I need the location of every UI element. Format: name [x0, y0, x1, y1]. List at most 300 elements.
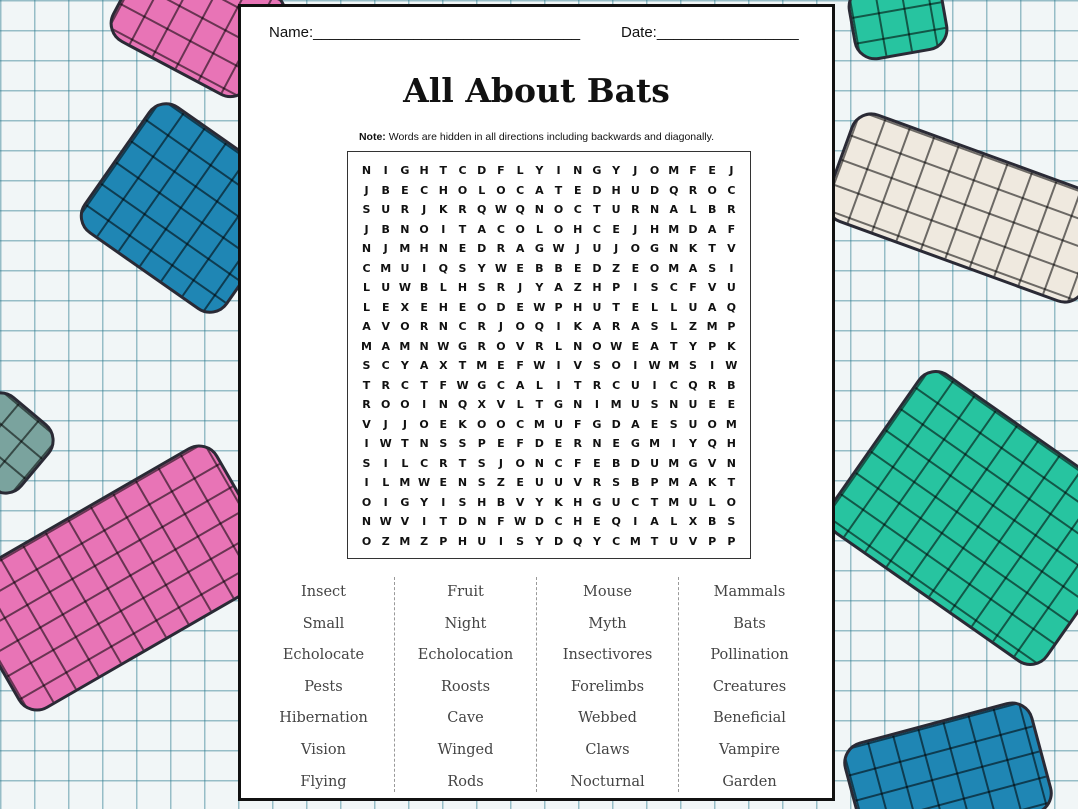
grid-letter[interactable]: H	[419, 164, 429, 177]
grid-letter[interactable]: Q	[477, 203, 487, 216]
grid-letter[interactable]: D	[477, 164, 487, 177]
grid-letter[interactable]: M	[380, 261, 392, 275]
grid-letter[interactable]: W	[552, 242, 565, 255]
grid-letter[interactable]: Y	[477, 261, 486, 275]
grid-letter[interactable]: O	[477, 417, 487, 431]
grid-letter[interactable]: P	[554, 300, 563, 314]
grid-letter[interactable]: S	[362, 203, 371, 216]
grid-letter[interactable]: I	[364, 476, 369, 489]
grid-letter[interactable]: Q	[573, 534, 583, 548]
grid-letter[interactable]: Y	[535, 164, 544, 177]
grid-letter[interactable]: Y	[535, 495, 544, 509]
grid-letter[interactable]: R	[688, 183, 698, 197]
grid-letter[interactable]: T	[669, 339, 678, 353]
grid-letter[interactable]: Y	[612, 164, 621, 177]
grid-letter[interactable]: T	[420, 378, 428, 392]
grid-letter[interactable]: Z	[381, 534, 390, 548]
grid-letter[interactable]: T	[535, 398, 544, 411]
grid-letter[interactable]: M	[399, 339, 411, 353]
grid-letter[interactable]: F	[689, 164, 697, 177]
grid-letter[interactable]: R	[496, 281, 506, 294]
grid-letter[interactable]: E	[593, 456, 601, 470]
grid-letter[interactable]: T	[439, 164, 448, 177]
grid-letter[interactable]: E	[650, 417, 659, 431]
grid-letter[interactable]: J	[633, 164, 638, 177]
grid-letter[interactable]: H	[726, 437, 736, 450]
grid-letter[interactable]: O	[496, 183, 506, 197]
grid-letter[interactable]: O	[726, 495, 737, 509]
grid-letter[interactable]: C	[458, 164, 467, 177]
grid-letter[interactable]: C	[420, 456, 429, 470]
grid-letter[interactable]: C	[612, 534, 621, 548]
grid-letter[interactable]: L	[516, 398, 524, 411]
grid-letter[interactable]: T	[362, 378, 371, 392]
grid-letter[interactable]: N	[669, 398, 679, 411]
grid-letter[interactable]: E	[708, 164, 716, 177]
grid-letter[interactable]: W	[437, 339, 450, 353]
grid-letter[interactable]: A	[554, 281, 563, 294]
grid-letter[interactable]: E	[612, 222, 620, 236]
grid-letter[interactable]: I	[364, 437, 369, 450]
grid-letter[interactable]: Y	[688, 339, 697, 353]
grid-letter[interactable]: Q	[457, 398, 468, 411]
grid-letter[interactable]: A	[631, 417, 640, 431]
grid-letter[interactable]: P	[708, 534, 717, 548]
grid-letter[interactable]: K	[727, 339, 736, 353]
grid-letter[interactable]: L	[708, 495, 716, 509]
grid-letter[interactable]: M	[476, 359, 488, 372]
grid-letter[interactable]: W	[379, 437, 392, 450]
grid-letter[interactable]: S	[477, 476, 486, 489]
grid-letter[interactable]: G	[688, 456, 698, 470]
grid-letter[interactable]: T	[458, 456, 467, 470]
grid-letter[interactable]: J	[498, 456, 503, 470]
grid-letter[interactable]: J	[575, 242, 580, 255]
grid-letter[interactable]: I	[441, 495, 446, 509]
grid-letter[interactable]: V	[727, 242, 736, 255]
grid-letter[interactable]: C	[554, 515, 563, 528]
grid-letter[interactable]: F	[689, 281, 697, 294]
grid-letter[interactable]: F	[573, 456, 582, 470]
grid-letter[interactable]: W	[725, 359, 738, 372]
grid-letter[interactable]: F	[516, 359, 524, 372]
grid-letter[interactable]: U	[669, 534, 679, 548]
grid-letter[interactable]: L	[670, 320, 678, 333]
grid-letter[interactable]: K	[458, 417, 467, 431]
grid-letter[interactable]: A	[592, 320, 602, 333]
grid-letter[interactable]: C	[612, 378, 621, 392]
grid-letter[interactable]: O	[707, 417, 717, 431]
grid-letter[interactable]: M	[610, 398, 622, 411]
grid-letter[interactable]: V	[515, 339, 525, 353]
grid-letter[interactable]: L	[362, 300, 370, 314]
grid-letter[interactable]: M	[668, 495, 680, 509]
grid-letter[interactable]: O	[649, 261, 660, 275]
grid-letter[interactable]: O	[592, 339, 602, 353]
grid-letter[interactable]: G	[650, 242, 660, 255]
grid-letter[interactable]: U	[611, 203, 621, 216]
grid-letter[interactable]: U	[381, 281, 391, 294]
grid-letter[interactable]: H	[573, 495, 583, 509]
grid-letter[interactable]: J	[633, 222, 638, 236]
grid-letter[interactable]: L	[401, 456, 409, 470]
grid-letter[interactable]: T	[593, 203, 601, 216]
grid-letter[interactable]: V	[496, 398, 506, 411]
grid-letter[interactable]: T	[708, 242, 716, 255]
grid-letter[interactable]: O	[419, 222, 429, 236]
grid-letter[interactable]: D	[496, 300, 506, 314]
grid-letter[interactable]: C	[669, 378, 678, 392]
grid-letter[interactable]: M	[668, 359, 680, 372]
grid-letter[interactable]: G	[592, 164, 602, 177]
grid-letter[interactable]: C	[362, 261, 371, 275]
grid-letter[interactable]: Q	[515, 203, 525, 216]
grid-letter[interactable]: T	[727, 476, 736, 489]
grid-letter[interactable]: W	[533, 359, 546, 372]
grid-letter[interactable]: U	[650, 456, 660, 470]
grid-letter[interactable]: U	[554, 417, 563, 431]
grid-letter[interactable]: J	[383, 242, 388, 255]
grid-letter[interactable]: U	[611, 495, 621, 509]
grid-letter[interactable]: B	[496, 495, 506, 509]
grid-letter[interactable]: B	[727, 378, 736, 392]
grid-letter[interactable]: Y	[592, 534, 601, 548]
grid-letter[interactable]: L	[555, 339, 563, 353]
grid-letter[interactable]: U	[477, 534, 487, 548]
grid-letter[interactable]: J	[383, 417, 388, 431]
grid-letter[interactable]: Q	[669, 183, 679, 197]
grid-letter[interactable]: W	[398, 281, 411, 294]
grid-letter[interactable]: W	[514, 515, 527, 528]
grid-letter[interactable]: E	[381, 300, 390, 314]
grid-letter[interactable]: E	[439, 476, 448, 489]
grid-letter[interactable]: M	[668, 476, 680, 489]
grid-letter[interactable]: E	[516, 300, 524, 314]
grid-letter[interactable]: R	[477, 339, 486, 353]
grid-letter[interactable]: U	[592, 242, 602, 255]
grid-letter[interactable]: N	[534, 456, 544, 470]
grid-letter[interactable]: A	[535, 183, 544, 197]
grid-letter[interactable]: R	[400, 203, 410, 216]
grid-letter[interactable]: O	[515, 222, 525, 236]
grid-letter[interactable]: E	[516, 261, 524, 275]
grid-letter[interactable]: I	[556, 359, 561, 372]
grid-letter[interactable]: N	[592, 437, 602, 450]
grid-letter[interactable]: A	[631, 320, 640, 333]
grid-letter[interactable]: S	[516, 534, 525, 548]
grid-letter[interactable]: N	[419, 437, 429, 450]
grid-letter[interactable]: E	[612, 437, 620, 450]
grid-letter[interactable]: M	[668, 456, 680, 470]
grid-letter[interactable]: E	[631, 261, 640, 275]
grid-letter[interactable]: N	[649, 203, 660, 216]
grid-letter[interactable]: J	[402, 417, 407, 431]
grid-letter[interactable]: E	[573, 261, 582, 275]
grid-letter[interactable]: C	[420, 183, 429, 197]
grid-letter[interactable]: U	[400, 261, 410, 275]
grid-letter[interactable]: R	[419, 320, 429, 333]
grid-letter[interactable]: M	[668, 261, 680, 275]
grid-letter[interactable]: V	[515, 495, 525, 509]
grid-letter[interactable]: L	[516, 164, 524, 177]
grid-letter[interactable]: C	[496, 378, 505, 392]
grid-letter[interactable]: V	[688, 534, 698, 548]
grid-letter[interactable]: O	[553, 222, 564, 236]
grid-letter[interactable]: I	[671, 437, 676, 450]
grid-letter[interactable]: U	[688, 417, 698, 431]
grid-letter[interactable]: N	[534, 203, 544, 216]
grid-letter[interactable]: T	[612, 300, 620, 314]
grid-letter[interactable]: G	[534, 242, 544, 255]
grid-letter[interactable]: R	[535, 339, 544, 353]
grid-letter[interactable]: X	[400, 300, 410, 314]
grid-letter[interactable]: K	[554, 495, 563, 509]
grid-letter[interactable]: P	[439, 534, 448, 548]
grid-letter[interactable]: O	[477, 300, 487, 314]
grid-letter[interactable]: U	[534, 476, 544, 489]
grid-letter[interactable]: W	[494, 261, 507, 275]
grid-letter[interactable]: P	[477, 437, 486, 450]
grid-letter[interactable]: I	[422, 261, 427, 275]
grid-letter[interactable]: S	[650, 320, 659, 333]
grid-letter[interactable]: R	[592, 476, 602, 489]
grid-letter[interactable]: D	[477, 242, 487, 255]
grid-letter[interactable]: T	[458, 359, 467, 372]
grid-letter[interactable]: A	[688, 476, 698, 489]
grid-letter[interactable]: T	[573, 378, 582, 392]
grid-letter[interactable]: O	[553, 203, 564, 216]
grid-letter[interactable]: I	[594, 398, 599, 411]
grid-letter[interactable]: T	[650, 495, 659, 509]
grid-letter[interactable]: J	[364, 222, 369, 236]
grid-letter[interactable]: I	[422, 398, 427, 411]
grid-letter[interactable]: U	[726, 281, 736, 294]
grid-letter[interactable]: D	[534, 515, 544, 528]
grid-letter[interactable]: J	[518, 281, 523, 294]
grid-letter[interactable]: A	[419, 359, 429, 372]
grid-letter[interactable]: U	[554, 476, 563, 489]
grid-letter[interactable]: I	[710, 359, 715, 372]
grid-letter[interactable]: E	[497, 437, 505, 450]
grid-letter[interactable]: O	[496, 339, 506, 353]
grid-letter[interactable]: L	[535, 378, 543, 392]
grid-letter[interactable]: D	[649, 183, 660, 197]
grid-letter[interactable]: H	[573, 515, 583, 528]
grid-letter[interactable]: B	[535, 261, 544, 275]
grid-letter[interactable]: E	[439, 417, 448, 431]
grid-letter[interactable]: D	[592, 261, 602, 275]
grid-letter[interactable]: W	[610, 339, 623, 353]
grid-letter[interactable]: Q	[438, 261, 448, 275]
grid-letter[interactable]: E	[420, 300, 428, 314]
grid-letter[interactable]: U	[688, 398, 698, 411]
grid-letter[interactable]: N	[400, 222, 410, 236]
grid-letter[interactable]: R	[707, 378, 717, 392]
grid-letter[interactable]: I	[633, 359, 638, 372]
grid-letter[interactable]: W	[456, 378, 469, 392]
grid-letter[interactable]: H	[611, 183, 621, 197]
grid-letter[interactable]: C	[592, 222, 601, 236]
grid-letter[interactable]: K	[573, 320, 582, 333]
grid-letter[interactable]: S	[708, 261, 717, 275]
grid-letter[interactable]: M	[399, 476, 411, 489]
grid-letter[interactable]: O	[611, 359, 621, 372]
grid-letter[interactable]: Z	[688, 320, 697, 333]
grid-letter[interactable]: D	[630, 456, 640, 470]
grid-letter[interactable]: N	[438, 320, 448, 333]
grid-letter[interactable]: F	[439, 378, 448, 392]
grid-letter[interactable]: L	[382, 476, 390, 489]
grid-letter[interactable]: P	[727, 534, 736, 548]
grid-letter[interactable]: B	[381, 222, 390, 236]
grid-letter[interactable]: P	[650, 476, 659, 489]
grid-letter[interactable]: N	[438, 242, 448, 255]
grid-letter[interactable]: R	[477, 320, 486, 333]
grid-letter[interactable]: S	[650, 281, 659, 294]
grid-letter[interactable]: C	[727, 183, 736, 197]
grid-letter[interactable]: A	[650, 515, 659, 528]
grid-letter[interactable]: O	[419, 417, 429, 431]
grid-letter[interactable]: Q	[707, 437, 717, 450]
grid-letter[interactable]: I	[383, 164, 388, 177]
grid-letter[interactable]: R	[727, 203, 736, 216]
grid-letter[interactable]: G	[592, 417, 602, 431]
grid-letter[interactable]: T	[554, 183, 563, 197]
grid-letter[interactable]: M	[668, 164, 680, 177]
grid-letter[interactable]: Y	[400, 359, 409, 372]
grid-letter[interactable]: X	[477, 398, 486, 411]
grid-letter[interactable]: N	[361, 164, 372, 177]
grid-letter[interactable]: C	[554, 456, 563, 470]
grid-letter[interactable]: C	[458, 320, 467, 333]
grid-letter[interactable]: J	[364, 183, 369, 197]
grid-letter[interactable]: Q	[534, 320, 544, 333]
grid-letter[interactable]: O	[400, 398, 410, 411]
grid-letter[interactable]: Q	[726, 300, 737, 314]
grid-letter[interactable]: H	[573, 300, 583, 314]
grid-letter[interactable]: D	[611, 417, 621, 431]
grid-letter[interactable]: J	[422, 203, 427, 216]
grid-letter[interactable]: S	[727, 515, 736, 528]
grid-letter[interactable]: C	[381, 359, 390, 372]
grid-letter[interactable]: H	[457, 534, 468, 548]
grid-letter[interactable]: L	[651, 300, 659, 314]
grid-letter[interactable]: S	[688, 359, 697, 372]
grid-letter[interactable]: A	[650, 339, 659, 353]
grid-letter[interactable]: L	[362, 281, 370, 294]
grid-letter[interactable]: A	[669, 203, 678, 216]
grid-letter[interactable]: U	[630, 183, 640, 197]
grid-letter[interactable]: J	[614, 242, 619, 255]
grid-letter[interactable]: I	[441, 222, 446, 236]
name-field[interactable]: Name:________________________________	[269, 24, 581, 41]
grid-letter[interactable]: D	[553, 534, 564, 548]
grid-letter[interactable]: Y	[535, 281, 544, 294]
grid-letter[interactable]: M	[649, 437, 661, 450]
grid-letter[interactable]: E	[631, 300, 640, 314]
grid-letter[interactable]: T	[650, 534, 659, 548]
grid-letter[interactable]: N	[726, 456, 736, 470]
grid-letter[interactable]: A	[362, 320, 371, 333]
grid-letter[interactable]: O	[400, 320, 410, 333]
grid-letter[interactable]: R	[631, 203, 640, 216]
grid-letter[interactable]: G	[554, 398, 564, 411]
grid-letter[interactable]: Y	[688, 437, 697, 450]
grid-letter[interactable]: Z	[573, 281, 582, 294]
grid-letter[interactable]: V	[381, 320, 390, 333]
grid-letter[interactable]: O	[361, 534, 372, 548]
grid-letter[interactable]: L	[670, 300, 678, 314]
grid-letter[interactable]: W	[648, 359, 661, 372]
grid-letter[interactable]: I	[556, 320, 561, 333]
grid-letter[interactable]: N	[438, 398, 448, 411]
grid-letter[interactable]: N	[477, 515, 487, 528]
grid-letter[interactable]: S	[477, 281, 486, 294]
grid-letter[interactable]: I	[422, 515, 427, 528]
grid-letter[interactable]: M	[668, 222, 680, 236]
grid-letter[interactable]: U	[381, 203, 391, 216]
grid-letter[interactable]: O	[381, 398, 391, 411]
grid-letter[interactable]: O	[515, 456, 525, 470]
grid-letter[interactable]: R	[439, 456, 448, 470]
grid-letter[interactable]: S	[612, 476, 621, 489]
grid-letter[interactable]: Z	[420, 534, 429, 548]
grid-letter[interactable]: G	[400, 164, 410, 177]
grid-letter[interactable]: O	[496, 417, 506, 431]
grid-letter[interactable]: C	[516, 183, 525, 197]
grid-letter[interactable]: N	[573, 164, 583, 177]
grid-letter[interactable]: A	[515, 378, 525, 392]
grid-letter[interactable]: L	[670, 515, 678, 528]
grid-letter[interactable]: D	[457, 515, 468, 528]
grid-letter[interactable]: O	[361, 495, 372, 509]
grid-letter[interactable]: O	[457, 183, 468, 197]
grid-letter[interactable]: N	[361, 515, 372, 528]
grid-letter[interactable]: H	[592, 281, 602, 294]
grid-letter[interactable]: X	[439, 359, 448, 372]
grid-letter[interactable]: U	[630, 378, 640, 392]
grid-letter[interactable]: R	[458, 203, 467, 216]
grid-letter[interactable]: R	[611, 320, 621, 333]
grid-letter[interactable]: M	[361, 339, 372, 353]
grid-letter[interactable]: Y	[535, 534, 544, 548]
grid-letter[interactable]: T	[401, 437, 409, 450]
grid-letter[interactable]: V	[400, 515, 410, 528]
grid-letter[interactable]: F	[727, 222, 736, 236]
grid-letter[interactable]: C	[516, 417, 525, 431]
grid-letter[interactable]: P	[708, 339, 717, 353]
grid-letter[interactable]: E	[401, 183, 409, 197]
grid-letter[interactable]: S	[362, 359, 371, 372]
grid-letter[interactable]: L	[535, 222, 543, 236]
grid-letter[interactable]: R	[362, 398, 371, 411]
grid-letter[interactable]: A	[381, 339, 390, 353]
grid-letter[interactable]: B	[707, 515, 717, 528]
grid-letter[interactable]: S	[439, 437, 448, 450]
grid-letter[interactable]: S	[650, 398, 659, 411]
grid-letter[interactable]: K	[688, 242, 698, 255]
grid-letter[interactable]: F	[497, 515, 505, 528]
grid-letter[interactable]: I	[633, 515, 638, 528]
grid-letter[interactable]: V	[707, 281, 717, 294]
grid-letter[interactable]: I	[383, 456, 388, 470]
grid-letter[interactable]: U	[592, 300, 602, 314]
grid-letter[interactable]: S	[477, 456, 486, 470]
grid-letter[interactable]: H	[457, 281, 468, 294]
grid-letter[interactable]: N	[573, 339, 583, 353]
grid-letter[interactable]: V	[362, 417, 371, 431]
grid-letter[interactable]: I	[633, 281, 638, 294]
